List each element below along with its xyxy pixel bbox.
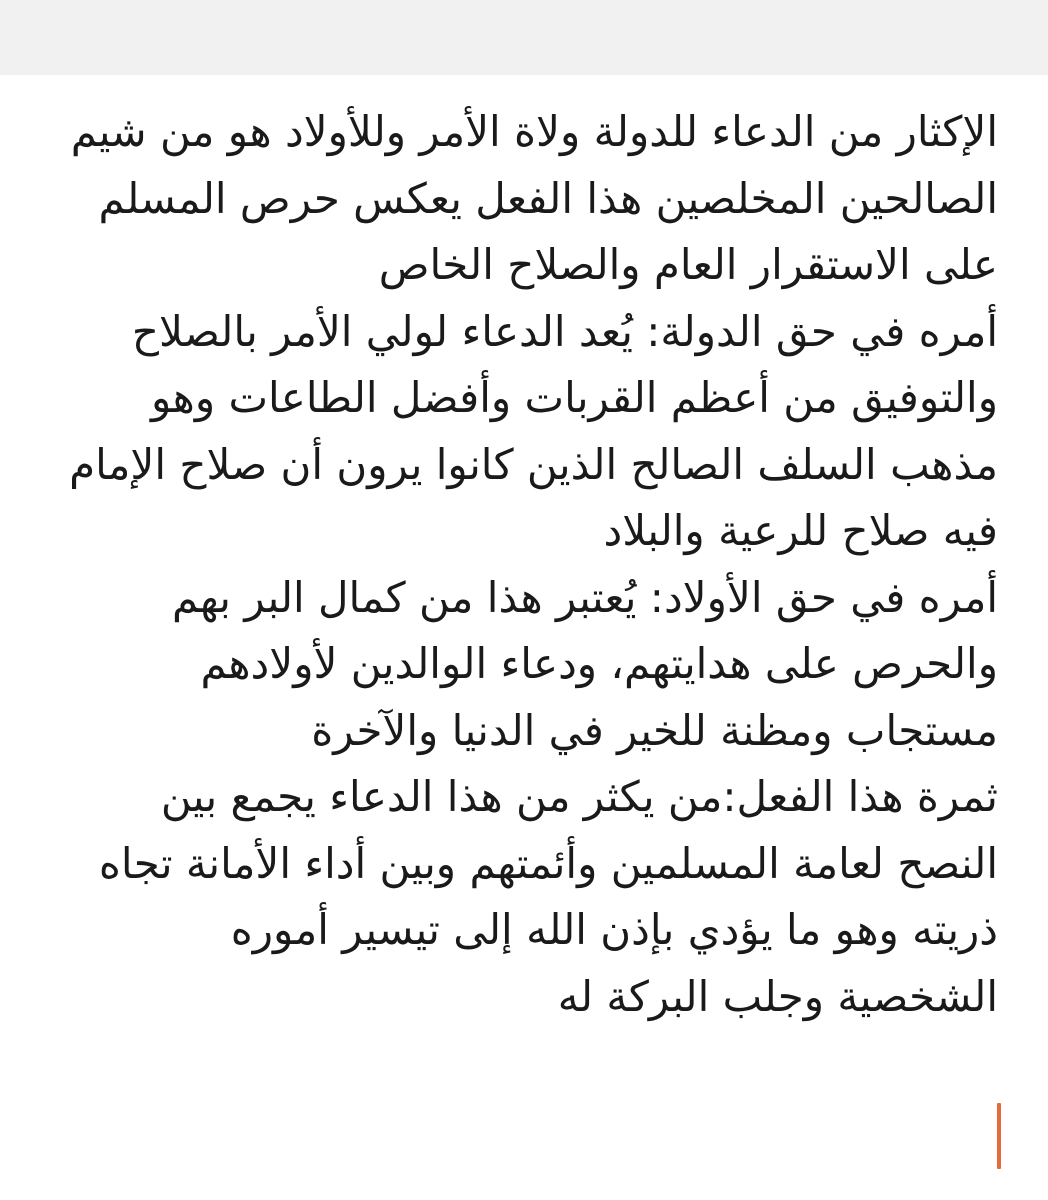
text-line: مستجاب ومظنة للخير في الدنيا والآخرة bbox=[311, 705, 998, 755]
text-line: الصالحين المخلصين هذا الفعل يعكس حرص المسلم bbox=[98, 173, 998, 223]
text-line: أمره في حق الدولة: يُعد الدعاء لولي الأمر بالصلاح bbox=[131, 306, 998, 356]
document-text[interactable] bbox=[38, 99, 998, 1030]
text-line: والحرص على هدايتهم، ودعاء الوالدين لأولادهم bbox=[200, 639, 998, 688]
text-line: على الاستقرار العام والصلاح الخاص bbox=[378, 240, 998, 289]
text-line: الإكثار من الدعاء للدولة ولاة الأمر وللأولاد هو من شيم bbox=[70, 107, 998, 156]
text-line: الشخصية وجلب البركة له bbox=[557, 971, 998, 1021]
text-line: مذهب السلف الصالح الذين كانوا يرون أن صلاح الإمام bbox=[69, 439, 998, 489]
text-line: والتوفيق من أعظم القربات وأفضل الطاعات وهو bbox=[150, 373, 998, 422]
text-cursor bbox=[997, 1103, 1001, 1169]
text-editor-area[interactable] bbox=[0, 75, 1048, 1200]
text-line: ذريته وهو ما يؤدي بإذن الله إلى تيسير أموره bbox=[230, 905, 998, 954]
text-line: فيه صلاح للرعية والبلاد bbox=[603, 506, 998, 555]
text-line: النصح لعامة المسلمين وأئمتهم وبين أداء الأمانة تجاه bbox=[98, 838, 998, 888]
text-line: ثمرة هذا الفعل:من يكثر من هذا الدعاء يجمع بين bbox=[160, 772, 998, 821]
text-line: أمره في حق الأولاد: يُعتبر هذا من كمال البر بهم bbox=[172, 572, 998, 622]
top-toolbar-area bbox=[0, 0, 1048, 75]
